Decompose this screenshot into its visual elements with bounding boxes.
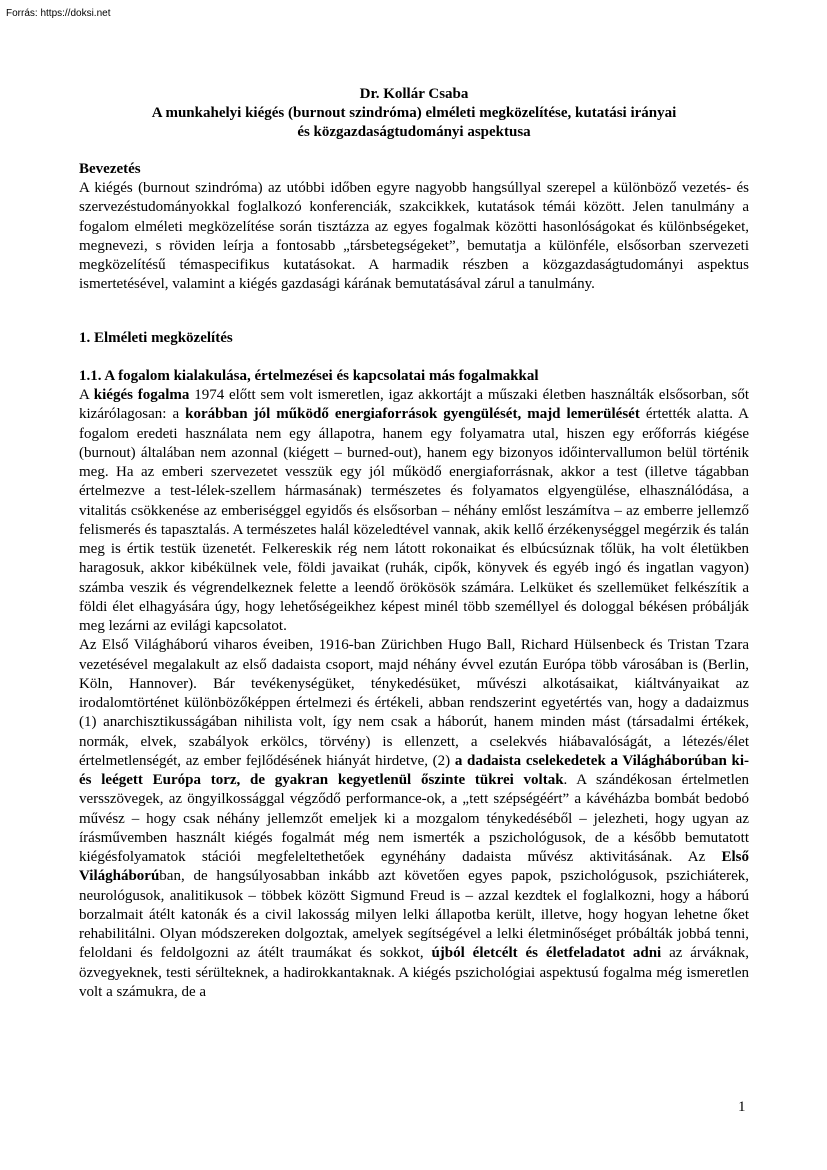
p1-text-d: értették alatta. A fogalom eredeti használata nem egy állapotra, hanem egy folyamatra utal, hiszen egy erőforrás kiégése (burnout) általában nem azonnal (kiégett – burned-out), hanem egy bizonyos időintervallumon belül történik meg. Ha az emberi szervezetet vesszük egy jól működő energiaforrásnak, akkor a test (illetve tágabban értelmezve a test-lélek-szellem hármasának) természetes és folyamatos elgyengülése, elhasználódása, a vitalitás csökkenése az emberiséggel egyidős és elsősorban – néhány emlőst leszámítva – az emberre jellemző felismerés és tapasztalás. A természetes halál közeledtével vannak, akik kellő érzékenységgel megérzik és talán meg is értik testük üzenetét. Felkereskik rég nem látott rokonaikat és elbúcsúznak tőlük, ha volt életükben haragosuk, akkor kibékülnek vele, földi javaikat (ruhák, cipők, könyvek és egyéb ingó és ingatlan vagyon) számba veszik és végrendelkeznek felette a leendő örökösök számára. Lelküket és szellemüket felkészítik a földi élet elhagyására úgy, hogy lehetőségeikhez képest minél több személlyel és dologgal békésen próbálják meg lezárni az evilági kapcsolatot.: [79, 406, 750, 634]
p2-bold-2: Első Világháború: [79, 849, 749, 885]
title-line-2: és közgazdaságtudományi aspektusa: [297, 124, 531, 140]
page-number: 1: [738, 1099, 746, 1115]
p2-bold-3: újból életcélt és életfeladatot adni: [431, 945, 662, 962]
intro-paragraph: A kiégés (burnout szindróma) az utóbbi időben egyre nagyobb hangsúllyal szerepel a különböző vezetés- és szervezéstudományokkal foglalkozó konferenciák, szakcikkek, kutatások témái között. Jelen tanulmány a fogalom elméleti megközelítése során tisztázza az egyes fogalmak közötti hasonlóságokat és különbségeket, megnevezi, s röviden leírja a fontosabb „társbetegségeket”, bemutatja a különféle, elsősorban szervezeti megközelítésű témaspecifikus kutatásokat. A harmadik részben a közgazdaságtudományi aspektus ismertetésével, valamint a kiégés gazdasági kárának bemutatásával zárul a tanulmány.: [79, 180, 749, 293]
p1-text-c: 1974 előtt sem volt ismeretlen, igaz akkortájt a műszaki életben használták elsősorban, sőt kizárólagosan: a: [79, 387, 749, 423]
p2-text-d: ban, de hangsúlyosabban inkább azt követően egyes papok, pszichológusok, pszichiáterek, neurológusok, analitikusok – többek között Sigmund Freud is – azzal kezdtek el foglalkozni, hogy a háború borzalmait átélt katonák és a civil lakosság milyen lelki állapotba került, illetve, hogy hogyan lehetne őket rehabilitálni. Olyan módszereken dolgoztak, amelyek segítségével a lelki életminőséget próbálták jobbá tenni, feloldani és feldolgozni az átélt traumákat és sokkot,: [79, 868, 749, 962]
p1-bold-1: kiégés fogalma: [93, 387, 190, 403]
document-header: [79, 85, 749, 142]
paragraph-2: [79, 636, 749, 1002]
p1-text-a: A: [79, 387, 94, 403]
p1-bold-2: korábban jól működő energiaforrások gyengülését, majd lemerülését: [185, 406, 640, 423]
section-1-1: [79, 367, 749, 1002]
author-name: Dr. Kollár Csaba: [359, 86, 469, 102]
intro-section: [79, 160, 749, 295]
p2-text-e: az árváknak, özvegyeknek, testi sérülteknek, a hadirokkantaknak. A kiégés pszichológiai aspektusú fogalma még ismeretlen volt a számukra, de a: [79, 945, 749, 1000]
section-1-1-heading: 1.1. A fogalom kialakulása, értelmezései és kapcsolatai más fogalmakkal: [79, 368, 539, 384]
section-1-heading: 1. Elméleti megközelítés: [79, 330, 233, 346]
section-1: [79, 329, 749, 348]
title-line-1: A munkahelyi kiégés (burnout szindróma) elméleti megközelítése, kutatási irányai: [151, 105, 677, 121]
p2-text-a: Az Első Világháború viharos éveiben, 1916-ban Zürichben Hugo Ball, Richard Hülsenbeck és Tristan Tzara vezetésével megalakult az első dadaista csoport, majd néhány évvel ezután Európa több városában is (Berlin, Köln, Hannover). Bár tevékenységüket, ténykedésüket, művészi alkotásaikat, kiáltványaikat az irodalomtörténet különbözőképpen értelmezi és értékeli, abban rendszerint egyetértés van, hogy a dadaizmus (1) anarchisztikusságában nihilista volt, így nem csak a háborút, hanem minden mást (társadalmi értékek, normák, elvek, szabályok erkölcs, törvény) is ellenzett, a cselekvés hiábavalóságát, a létezés/élet értelmetlenségét, az ember fejlődésének hiányát hirdetve, (2): [79, 637, 749, 769]
paragraph-1: [79, 386, 749, 636]
p2-bold-1: a dadaista cselekedetek a Világháborúban ki- és leégett Európa torz, de gyakran kegyetlenül őszinte tükrei voltak: [79, 752, 749, 788]
intro-heading: Bevezetés: [79, 161, 141, 177]
p2-text-c: . A szándékosan értelmetlen versszövegek, az öngyilkossággal végződő performance-ok, a „tett szépségéért” a kávéházba bombát bedobó művész – hogy csak néhány jellemzőt emeljek ki a mozgalom ténykedéséből – jelezheti, hogy ugyan az írásművemben használt kiégés fogalmát még nem ismerték a pszichológusok, de a később bemutatott kiégésfolyamatok stációi megfeleltethetőek egynéhány dadaista művész aktivitásának. Az: [79, 772, 750, 865]
source-note: Forrás: https://doksi.net: [6, 8, 111, 19]
